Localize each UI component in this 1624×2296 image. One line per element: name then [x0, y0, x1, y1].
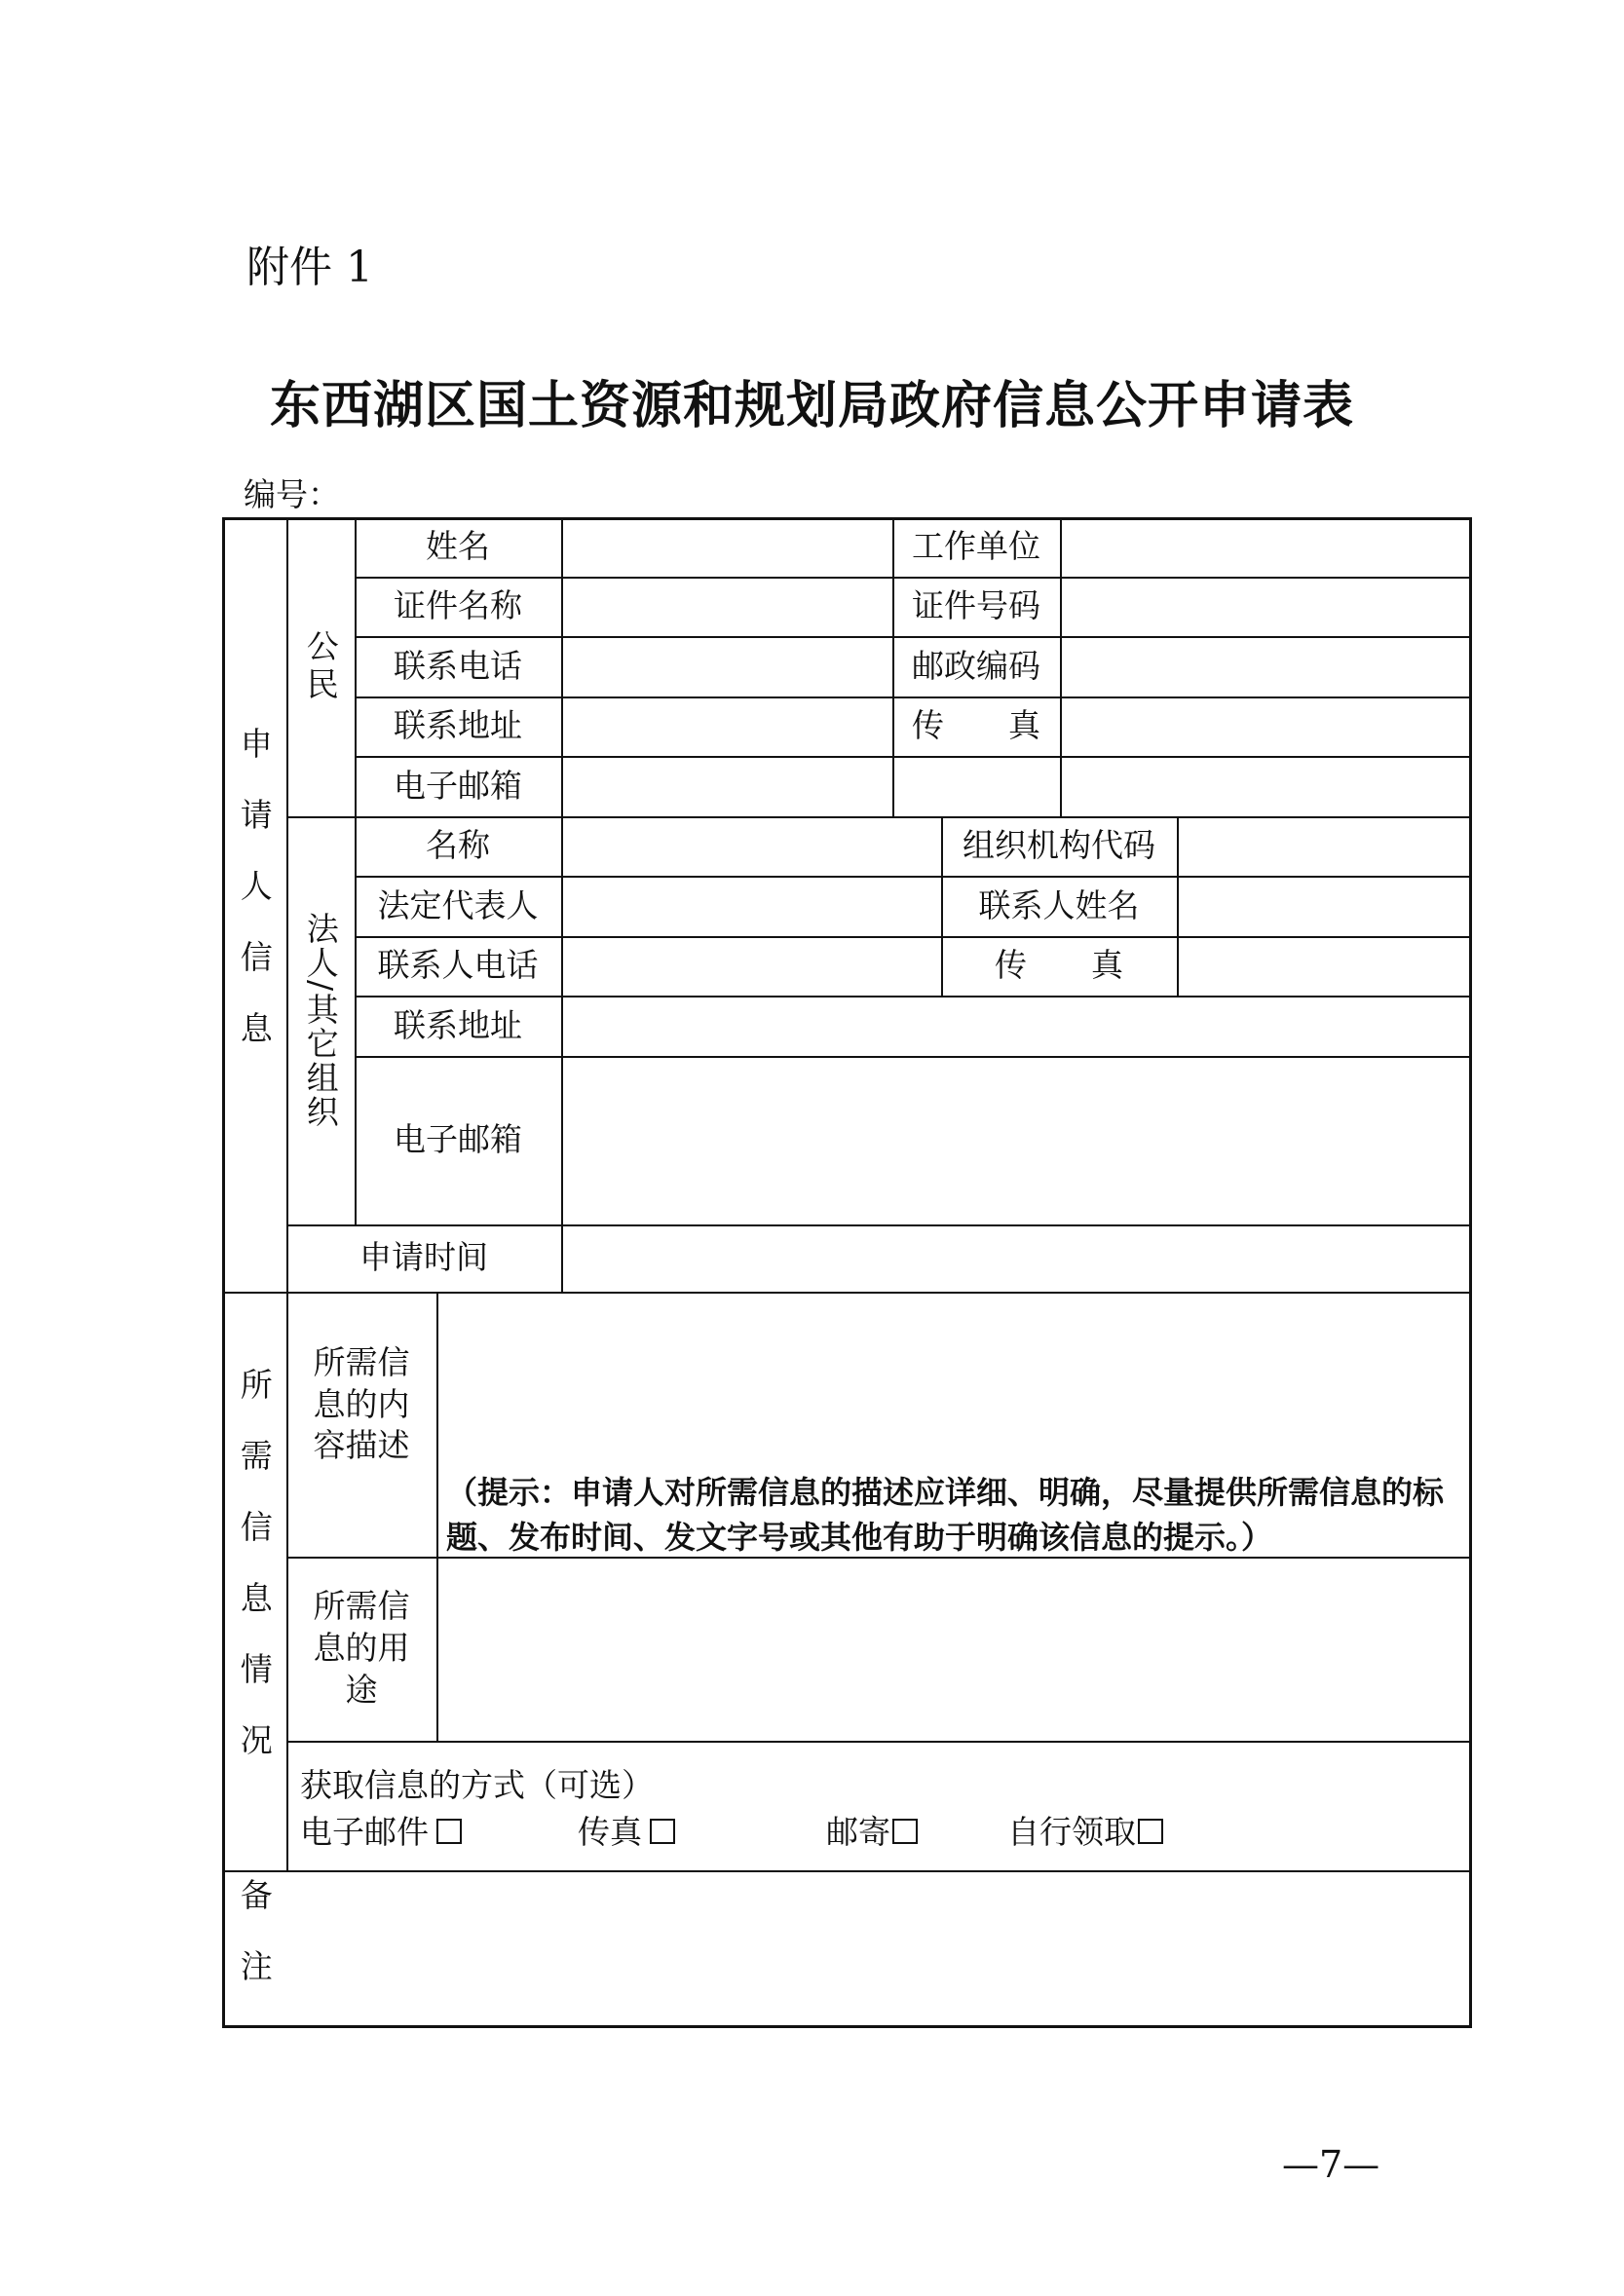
- mail-checkbox[interactable]: [892, 1819, 918, 1844]
- col-line: [1177, 816, 1179, 996]
- legal-name-label: 名称: [426, 826, 490, 865]
- citizen-label: 公民: [301, 628, 340, 705]
- retrieval-methods-title: 获取信息的方式（可选）: [300, 1766, 654, 1804]
- col-line: [1060, 517, 1062, 816]
- method-self-pickup[interactable]: 自行领取: [1007, 1809, 1163, 1856]
- legal-address-label: 联系地址: [394, 1005, 522, 1044]
- col-line: [436, 1292, 438, 1741]
- fax-checkbox[interactable]: [650, 1819, 675, 1844]
- self-pickup-checkbox[interactable]: [1138, 1819, 1163, 1844]
- legal-label: 法人/其它组织: [301, 911, 340, 1130]
- required-info-heading: [222, 1292, 286, 1870]
- method-email[interactable]: 电子邮件: [300, 1809, 578, 1856]
- citizen-address-label: 联系地址: [394, 706, 522, 745]
- email-checkbox[interactable]: [436, 1819, 462, 1844]
- citizen-phone-label: 联系电话: [394, 646, 522, 685]
- row-line: [286, 1741, 1472, 1743]
- legal-heading: [286, 816, 355, 1224]
- citizen-id-name-label: 证件名称: [394, 586, 522, 625]
- col-line: [561, 517, 563, 1292]
- legal-org-code-label: 组织机构代码: [963, 826, 1155, 865]
- form-title: 东西湖区国土资源和规划局政府信息公开申请表: [269, 376, 1354, 435]
- legal-contact-name-label: 联系人姓名: [978, 885, 1140, 924]
- legal-fax-label: 传 真: [995, 946, 1123, 985]
- citizen-email-label: 电子邮箱: [394, 766, 522, 805]
- retrieval-methods: [300, 1762, 1163, 1856]
- usage-label: 所需信息的用途: [313, 1587, 410, 1709]
- citizen-id-number-label: 证件号码: [912, 586, 1040, 625]
- required-info-label: 所需信息情况: [235, 1368, 274, 1794]
- remarks-heading: [222, 1870, 286, 2028]
- page-number: —7—: [1282, 2143, 1380, 2186]
- serial-number-label: 编号：: [244, 475, 340, 513]
- legal-representative-label: 法定代表人: [377, 885, 539, 924]
- citizen-work-unit-label: 工作单位: [912, 527, 1040, 566]
- row-line: [222, 1870, 1472, 1872]
- attachment-label: 附件 1: [246, 243, 373, 292]
- application-form: [222, 517, 1472, 2028]
- legal-email-label: 电子邮箱: [394, 1120, 522, 1159]
- citizen-fax-label: 传 真: [912, 706, 1040, 745]
- apply-time-label: 申请时间: [359, 1238, 488, 1277]
- applicant-info-heading: [222, 517, 286, 1292]
- applicant-info-label: 申请人信息: [235, 727, 274, 1082]
- citizen-name-label: 姓名: [426, 527, 490, 566]
- citizen-postcode-label: 邮政编码: [912, 646, 1040, 685]
- content-description-label: 所需信息的内容描述: [313, 1342, 410, 1465]
- content-hint: （提示：申请人对所需信息的描述应详细、明确，尽量提供所需信息的标题、发布时间、发文字号或其他有助于明确该信息的提示。）: [446, 1474, 1445, 1557]
- method-mail[interactable]: 邮寄: [826, 1809, 1007, 1856]
- legal-contact-phone-label: 联系人电话: [377, 946, 539, 985]
- method-fax[interactable]: 传真: [578, 1809, 826, 1856]
- remarks-label: 备注: [235, 1878, 274, 2020]
- citizen-heading: [286, 517, 355, 816]
- retrieval-method-options: [300, 1809, 1163, 1856]
